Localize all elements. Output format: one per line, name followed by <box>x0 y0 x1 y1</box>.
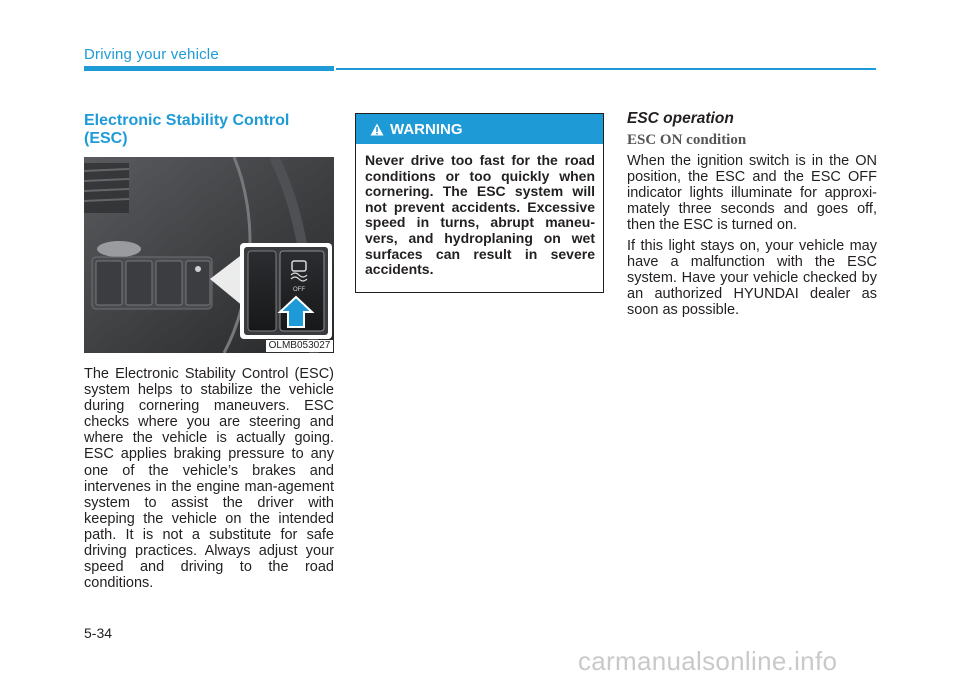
esc-off-label: OFF <box>293 287 305 293</box>
warning-triangle-icon <box>370 123 384 136</box>
warning-box <box>355 113 604 293</box>
section-title: Electronic Stability Control (ESC) <box>84 112 290 147</box>
header-rule-thick <box>84 66 334 71</box>
header-rule-thin <box>336 68 876 70</box>
watermark: carmanualsonline.info <box>578 646 838 676</box>
image-caption: OLMB053027 <box>266 340 333 352</box>
esc-on-paragraph-2: If this light stays on, your vehicle may have a malfunction with the ESC system. Have your vehicle checked by an authorized HYUNDAI dealer as soon as possible. <box>627 238 877 319</box>
warning-header <box>356 114 603 144</box>
esc-on-condition-subtitle: ESC ON condition <box>627 132 747 148</box>
esc-description: The Electronic Stability Control (ESC) system helps to stabilize the vehicle during cornering maneuvers. ESC checks where you are steering and where the vehicle is actually going. ESC applies braking pressure to any one of the vehicle’s brakes and intervenes in the engine man-agement system to assist the driver with keeping the vehicle on the intended path. It is not a substitute for safe driving practices. Always adjust your speed and driving to the road conditions. <box>84 366 334 592</box>
warning-label: WARNING <box>390 120 463 138</box>
esc-operation-title: ESC operation <box>627 110 734 127</box>
page-number: 5-34 <box>84 625 113 641</box>
warning-text: Never drive too fast for the road conditions or too quickly when cornering. The ESC system will not prevent accidents. Excessive speed in turns, abrupt maneu-vers, and hydroplaning on wet surfaces can result in severe accidents. <box>365 152 595 278</box>
header-section-title: Driving your vehicle <box>84 46 219 63</box>
esc-button-photo <box>84 157 334 353</box>
esc-on-paragraph-1: When the ignition switch is in the ON position, the ESC and the ESC OFF indicator lights illuminate for approxi-mately three seconds and goes off, then the ESC is turned on. <box>627 153 877 234</box>
